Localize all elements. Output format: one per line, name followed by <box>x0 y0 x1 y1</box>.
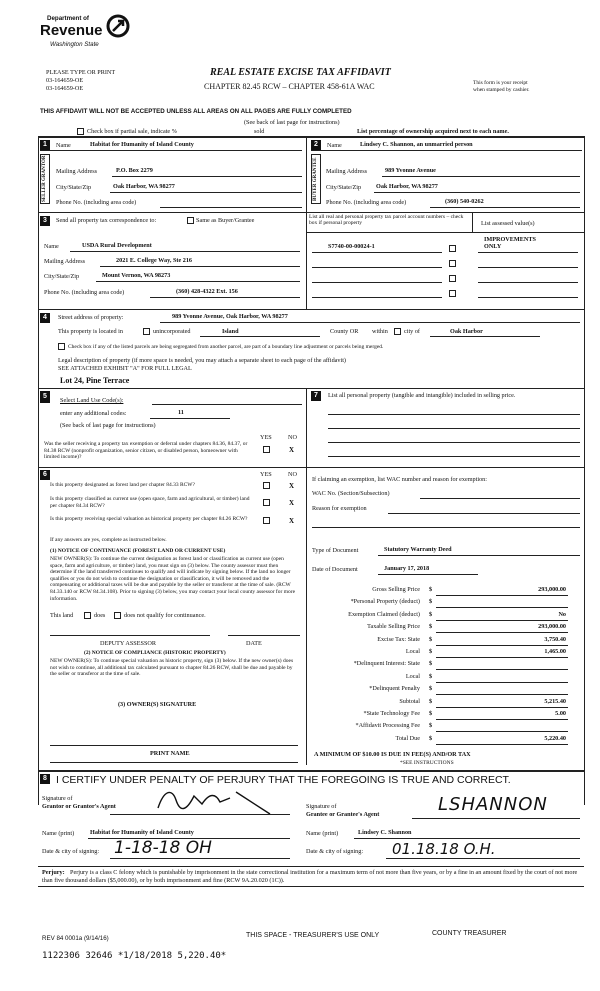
within-city-checkbox[interactable] <box>394 328 401 335</box>
s6-yes: YES <box>260 471 272 478</box>
section-3-number: 3 <box>40 216 50 226</box>
grantor-date-label: Date & city of signing: <box>42 848 100 855</box>
print-name-label: PRINT NAME <box>150 750 190 757</box>
list-pct-label: List percentage of ownership acquired next to each name. <box>357 128 509 135</box>
tax-mailing: 2021 E. College Way, Ste 216 <box>116 257 193 264</box>
exemption-question: If claiming an exemption, list WAC number and reason for exemption: <box>312 476 487 483</box>
seller-phone-label: Phone No. (including area code) <box>56 199 137 206</box>
certify-statement: I CERTIFY UNDER PENALTY OF PERJURY THAT THE FOREGOING IS TRUE AND CORRECT. <box>56 774 511 786</box>
grantee-name-label: Name (print) <box>306 830 339 837</box>
partial-sale-label: Check box if partial sale, indicate % <box>87 128 177 135</box>
sold-label: sold <box>254 128 265 135</box>
parcel-2-personal-checkbox[interactable] <box>449 260 456 267</box>
reason-label: Reason for exemption <box>312 505 367 512</box>
section-2-number: 2 <box>311 140 321 150</box>
tax-row-label: *Delinquent Penalty <box>369 685 420 692</box>
tax-row-label: Taxable Selling Price <box>367 623 420 630</box>
partial-sale-checkbox[interactable] <box>77 128 84 135</box>
tax-row-label: *Affidavit Processing Fee <box>355 722 420 729</box>
receipt-note-2: when stamped by cashier. <box>473 87 530 93</box>
current-use-no-x: X <box>289 499 295 507</box>
tax-row-currency: $ <box>429 685 433 692</box>
send-correspondence-label: Send all property tax correspondence to: <box>56 217 157 224</box>
form-code-2: 03-164659-OE <box>46 85 84 92</box>
tax-name: USDA Rural Development <box>82 242 152 249</box>
tax-row-currency: $ <box>429 648 433 655</box>
logo-dept: Department of <box>47 15 89 22</box>
buyer-side-label: BUYER GRANTEE <box>311 154 321 204</box>
tax-row-currency: $ <box>429 735 433 742</box>
land-use-code: 11 <box>178 409 184 416</box>
seller-mailing: P.O. Box 2279 <box>116 167 153 174</box>
doc-type: Statutory Warranty Deed <box>384 546 452 553</box>
section-6-number: 6 <box>40 470 50 480</box>
tax-row-currency: $ <box>429 710 433 717</box>
forest-no-x: X <box>289 482 295 490</box>
tax-row-label: Subtotal <box>399 698 420 705</box>
list-personal-label: List all personal property (tangible and intangible) included in selling price. <box>328 392 516 399</box>
street-label: Street address of property: <box>58 314 124 321</box>
historic-yes-checkbox[interactable] <box>263 517 270 524</box>
buyer-city: Oak Harbor, WA 98277 <box>376 183 438 190</box>
same-as-buyer-checkbox[interactable] <box>187 217 194 224</box>
minimum-due: A MINIMUM OF $10.00 IS DUE IN FEE(S) AND/OR TAX <box>314 751 471 758</box>
city-value: Oak Harbor <box>450 328 483 335</box>
parcel-number-1: S7740-00-00024-1 <box>328 243 375 250</box>
tax-row-currency: $ <box>429 598 433 605</box>
county-treasurer: COUNTY TREASURER <box>432 930 507 937</box>
tax-row-label: *State Technology Fee <box>363 710 420 717</box>
doc-date: January 17, 2018 <box>384 565 430 572</box>
tax-row-currency: $ <box>429 623 433 630</box>
same-as-buyer-label: Same as Buyer/Grantee <box>196 217 255 224</box>
tax-row-value: 293,000.00 <box>538 623 566 630</box>
logo-mark-icon <box>106 14 130 38</box>
exempt-question: Was the seller receiving a property tax exemption or deferral under chapters 84.36, 84.37, or 84.38 RCW (nonprofit organization, senior citizen, or disabled person, homeowner with limited income)? <box>44 441 248 460</box>
grantor-name-print: Habitat for Humanity of Island County <box>90 829 194 836</box>
doc-date-label: Date of Document <box>312 566 358 573</box>
tax-row-value: No <box>558 611 566 618</box>
enter-codes-label: enter any additional codes: <box>60 410 127 417</box>
see-instructions: *SEE INSTRUCTIONS <box>400 760 454 766</box>
tax-row-currency: $ <box>429 636 433 643</box>
buyer-name-label: Name <box>327 142 342 149</box>
seller-city-label: City/State/Zip <box>56 184 92 191</box>
exempt-yes-checkbox[interactable] <box>263 446 270 453</box>
tax-row-label: Local <box>405 648 420 655</box>
s5-no: NO <box>288 434 297 441</box>
grantee-sig-label-1: Signature of <box>306 803 337 810</box>
legal-label: Legal description of property (if more space is needed, you may attach a separate sheet to each page of the affidavit) <box>58 357 346 364</box>
section-4-number: 4 <box>40 313 50 323</box>
tax-row-label: *Personal Property (deduct) <box>350 598 420 605</box>
logo-state: Washington State <box>50 41 99 48</box>
grantor-date-city: 1-18-18 OH <box>114 838 212 858</box>
tax-row-value: 5,220.40 <box>544 735 566 742</box>
seller-mailing-label: Mailing Address <box>56 168 98 175</box>
seller-city: Oak Harbor, WA 98277 <box>113 183 175 190</box>
section-7-number: 7 <box>311 391 321 401</box>
within-label: within <box>372 328 388 335</box>
buyer-phone: (360) 540-0262 <box>445 198 484 205</box>
exempt-no-x: X <box>289 446 295 454</box>
tax-row-label: Gross Selling Price <box>372 586 420 593</box>
buyer-mailing-label: Mailing Address <box>326 168 368 175</box>
rev-number: REV 84 0001a (9/14/16) <box>42 935 109 942</box>
wac-label: WAC No. (Section/Subsection) <box>312 490 390 497</box>
tax-phone-label: Phone No. (including area code) <box>44 289 125 296</box>
perjury-text: Perjury is a class C felony which is punishable by imprisonment in the state correctional institution for a maximum term of not more than five years, or by a fine in an amount fixed by the court of not more than five thousand dollars ($5,000.00), or by both imprisonment and fine (RCW 9A.20.020 (1C)). <box>42 869 578 884</box>
form-code-1: 03-164659-OE <box>46 77 84 84</box>
this-land-label: This land <box>50 612 74 619</box>
q-current-use: Is this property classified as current use (open space, farm and agricultural, or timber) land per chapter 84.34 RCW? <box>50 496 250 509</box>
buyer-city-label: City/State/Zip <box>326 184 362 191</box>
seller-name-label: Name <box>56 142 71 149</box>
form-title: REAL ESTATE EXCISE TAX AFFIDAVIT <box>210 67 391 78</box>
does-label: does <box>94 612 106 619</box>
parcel-1-personal-checkbox[interactable] <box>449 245 456 252</box>
date-label: DATE <box>246 640 262 647</box>
city-of-label: city of <box>404 328 420 335</box>
grantee-name-print: Lindsey C. Shannon <box>358 829 412 836</box>
tax-city: Mount Vernon, WA 98273 <box>102 272 171 279</box>
street-address: 989 Yvonne Avenue, Oak Harbor, WA 98277 <box>172 313 288 320</box>
seller-side-label: SELLER GRANTOR <box>40 154 50 204</box>
tax-row-value: 5.00 <box>555 710 566 717</box>
segregate-label: Check box if any of the listed parcels are being segregated from another parcel, are part of a boundary line adjustment or parcels being merged. <box>68 344 384 350</box>
section-1-number: 1 <box>40 140 50 150</box>
does-not-qualify-checkbox[interactable] <box>114 612 121 619</box>
s6-no: NO <box>288 471 297 478</box>
tax-row-value: 3,750.40 <box>544 636 566 643</box>
county-or-label: County OR <box>330 328 359 335</box>
select-land-label: Select Land Use Code(s): <box>60 397 124 404</box>
notice1-body: NEW OWNER(S): To continue the current designation as forest land or classification as current use (open space, farm and agriculture, or timber) land, you must sign on (3) below. The county assessor must then determine if the land transferred continues to qualify and will indicate by signing below. If the land no longer qualifies or you do not wish to continue the designation or classification, it will be removed and the compensating or additional taxes will be due and payable by the seller or transferor at the time of sale. (RCW 84.33.140 or RCW 84.34.108). Prior to signing (3) below, you may contact your local county assessor for more information. <box>50 556 296 602</box>
forest-yes-checkbox[interactable] <box>263 482 270 489</box>
tax-row-currency: $ <box>429 586 433 593</box>
tax-row-currency: $ <box>429 722 433 729</box>
assessed-header: List assessed value(s) <box>481 220 535 227</box>
grantee-agent-label: Grantee or Grantee's Agent <box>306 811 380 818</box>
see-back-5: (See back of last page for instructions) <box>60 422 156 429</box>
seller-name: Habitat for Humanity of Island County <box>90 141 194 148</box>
tax-city-label: City/State/Zip <box>44 273 80 280</box>
treasurer-space: THIS SPACE - TREASURER'S USE ONLY <box>246 932 380 939</box>
parcel-header: List all real and personal property tax parcel account numbers – check box if personal property <box>309 214 464 226</box>
q-historic: Is this property receiving special valuation as historical property per chapter 84.26 RCW? <box>50 516 248 522</box>
tax-mailing-label: Mailing Address <box>44 258 86 265</box>
owner-signature-label: (3) OWNER(S) SIGNATURE <box>118 701 197 708</box>
tax-row-value: 1,465.00 <box>544 648 566 655</box>
buyer-name: Lindsey C. Shannon, an unmarried person <box>360 141 473 148</box>
buyer-mailing: 989 Yvonne Avenue <box>385 167 436 174</box>
dor-logo <box>40 14 135 56</box>
perjury-label: Perjury: <box>42 869 65 876</box>
grantee-date-city: 01.18.18 O.H. <box>392 840 496 858</box>
notice2-body: NEW OWNER(S): To continue special valuation as historic property, sign (3) below. If the new owner(s) does not wish to continue, all additional tax calculated pursuant to chapter 84.26 RCW, shall be due and payable by the seller or transferor at the time of sale. <box>50 658 294 678</box>
tax-row-currency: $ <box>429 673 433 680</box>
located-in-label: This property is located in <box>58 328 123 335</box>
current-use-yes-checkbox[interactable] <box>263 499 270 506</box>
grantor-signature <box>150 784 290 816</box>
section-8-number: 8 <box>40 774 50 784</box>
tax-row-value: 293,000.00 <box>538 586 566 593</box>
historic-no-x: X <box>289 517 295 525</box>
tax-phone: (360) 428-4322 Ext. 156 <box>176 288 238 295</box>
parcel-4-personal-checkbox[interactable] <box>449 290 456 297</box>
q-forest: Is this property designated as forest land per chapter 84.33 RCW? <box>50 482 195 488</box>
grantee-date-label: Date & city of signing: <box>306 848 364 855</box>
tax-row-label: Excise Tax: State <box>377 636 420 643</box>
warning-text: THIS AFFIDAVIT WILL NOT BE ACCEPTED UNLESS ALL AREAS ON ALL PAGES ARE FULLY COMPLETED <box>40 108 352 115</box>
section-5-number: 5 <box>40 391 50 403</box>
logo-name: Revenue <box>40 22 103 39</box>
assessed-value-1: IMPROVEMENTS ONLY <box>484 236 536 250</box>
please-type: PLEASE TYPE OR PRINT <box>46 69 116 76</box>
s5-yes: YES <box>260 434 272 441</box>
doc-type-label: Type of Document <box>312 547 359 554</box>
tax-row-value: 5,215.40 <box>544 698 566 705</box>
grantor-sig-label-1: Signature of <box>42 795 73 802</box>
receipt-note-1: This form is your receipt <box>473 80 528 86</box>
does-qualify-checkbox[interactable] <box>84 612 91 619</box>
tax-row-label: *Delinquent Interest: State <box>353 660 420 667</box>
grantee-signature: LSHANNON <box>438 794 548 815</box>
if-yes-note: If any answers are yes, complete as instructed below. <box>50 537 167 543</box>
parcel-3-personal-checkbox[interactable] <box>449 275 456 282</box>
see-exhibit: SEE ATTACHED EXHIBIT "A" FOR FULL LEGAL <box>58 365 192 372</box>
grantor-agent-label: Grantor or Grantor's Agent <box>42 803 116 810</box>
tax-row-currency: $ <box>429 660 433 667</box>
unincorporated-checkbox[interactable] <box>143 328 150 335</box>
see-back-top: (See back of last page for instructions) <box>244 119 340 126</box>
cashier-stamp: 1122306 32646 *1/18/2018 5,220.40* <box>42 951 227 961</box>
tax-row-currency: $ <box>429 698 433 705</box>
notice2-title: (2) NOTICE OF COMPLIANCE (HISTORIC PROPERTY) <box>84 650 226 656</box>
grantor-name-label: Name (print) <box>42 830 75 837</box>
deputy-assessor-label: DEPUTY ASSESSOR <box>100 640 156 647</box>
buyer-phone-label: Phone No. (including area code) <box>326 199 407 206</box>
notice1-title: (1) NOTICE OF CONTINUANCE (FOREST LAND OR CURRENT USE) <box>50 548 226 554</box>
tax-row-label: Local <box>405 673 420 680</box>
tax-row-label: Total Due <box>395 735 420 742</box>
county-value: Island <box>222 328 239 335</box>
tax-row-label: Exemption Claimed (deduct) <box>348 611 420 618</box>
tax-name-label: Name <box>44 243 59 250</box>
unincorporated-label: unincorporated <box>153 328 191 335</box>
tax-row-currency: $ <box>429 611 433 618</box>
segregate-checkbox[interactable] <box>58 343 65 350</box>
form-chapter: CHAPTER 82.45 RCW – CHAPTER 458-61A WAC <box>204 82 375 91</box>
does-not-label: does not qualify for continuance. <box>124 612 206 619</box>
lot-description: Lot 24, Pine Terrace <box>60 376 130 385</box>
